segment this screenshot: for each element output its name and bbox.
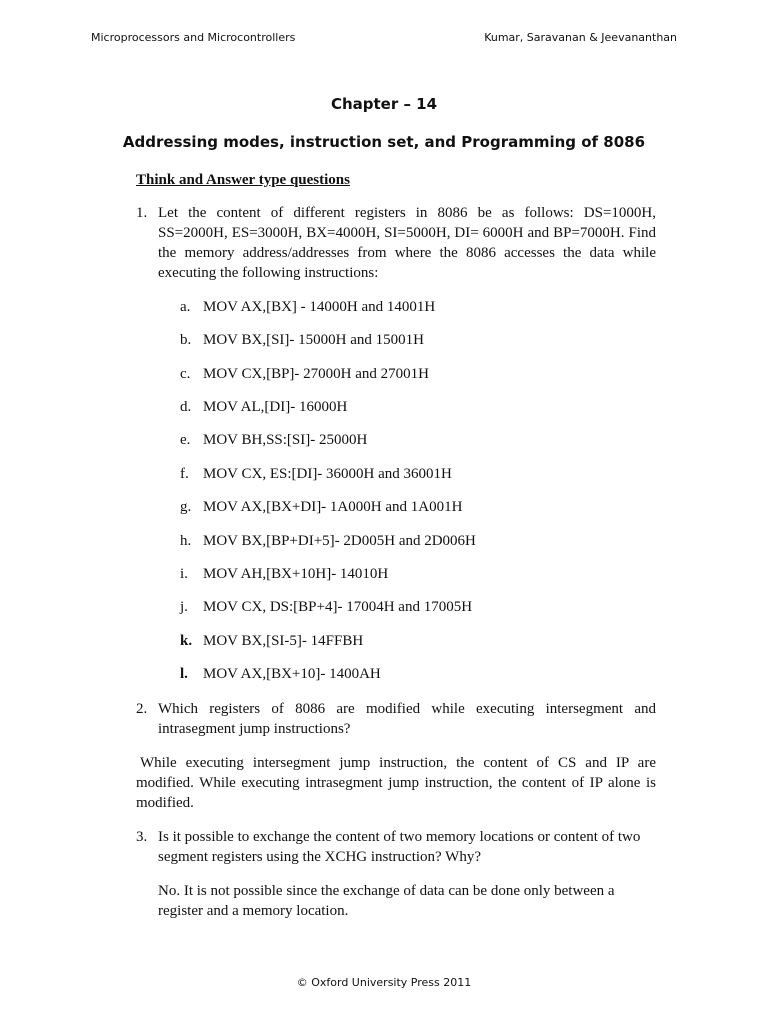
running-header-book-title: Microprocessors and Microcontrollers [91,31,296,44]
list-item-letter: h. [180,533,192,549]
list-item-text: MOV CX,[BP]- 27000H and 27001H [203,366,429,382]
list-item-text: MOV AX,[BX] - 14000H and 14001H [203,299,436,315]
list-item [180,497,462,517]
list-item-letter: j. [180,599,188,615]
running-header-authors: Kumar, Saravanan & Jeevananthan [484,31,677,44]
question-number: 3. [136,829,148,845]
list-item [180,330,424,350]
list-item-letter: c. [180,366,191,382]
list-item [180,631,363,651]
list-item-letter: l. [180,666,188,682]
list-item [180,464,452,484]
question-text: Which registers of 8086 are modified while executing intersegment and intrasegment jump instructions? [158,701,656,737]
question-number: 2. [136,701,148,717]
list-item-letter: e. [180,432,191,448]
question-text: Is it possible to exchange the content of two memory locations or content of two segment registers using the XCHG instruction? Why? [158,829,641,865]
list-item-letter: k. [180,633,193,649]
list-item [180,297,435,317]
list-item-text: MOV AL,[DI]- 16000H [203,399,348,415]
section-heading: Think and Answer type questions [136,172,350,188]
list-item-text: MOV BX,[SI]- 15000H and 15001H [203,332,424,348]
list-item-letter: f. [180,466,189,482]
list-item-letter: d. [180,399,192,415]
list-item-letter: g. [180,499,192,515]
list-item-text: MOV CX, ES:[DI]- 36000H and 36001H [203,466,452,482]
list-item-text: MOV BX,[SI-5]- 14FFBH [203,633,364,649]
list-item-text: MOV AX,[BX+10]- 1400AH [203,666,381,682]
list-item [180,597,472,617]
chapter-title: Chapter – 14 [330,95,438,113]
question-3 [136,827,656,867]
question-2 [136,699,656,739]
chapter-subtitle: Addressing modes, instruction set, and Programming of 8086 [122,133,646,151]
list-item [180,664,381,684]
list-item-letter: a. [180,299,191,315]
list-item [180,430,367,450]
question-text: Let the content of different registers in 8086 be as follows: DS=1000H, SS=2000H, ES=3000H, BX=4000H, SI=5000H, DI= 6000H and BP=7000H. Find the memory address/addresses from where the 8086 accesses the data while executing the following instructions: [158,205,656,281]
list-item-letter: b. [180,332,192,348]
list-item-text: MOV AH,[BX+10H]- 14010H [203,566,389,582]
answer-2: While executing intersegment jump instruction, the content of CS and IP are modified. While executing intrasegment jump instruction, the content of IP alone is modified. [136,755,656,811]
list-item [180,564,388,584]
list-item [180,531,476,551]
list-item-text: MOV CX, DS:[BP+4]- 17004H and 17005H [203,599,473,615]
question-1 [136,203,656,283]
list-item [180,364,429,384]
list-item-letter: i. [180,566,188,582]
list-item-text: MOV BH,SS:[SI]- 25000H [203,432,368,448]
question-number: 1. [136,205,148,221]
answer-3: No. It is not possible since the exchange of data can be done only between a register and a memory location. [158,883,615,919]
list-item [180,397,347,417]
list-item-text: MOV BX,[BP+DI+5]- 2D005H and 2D006H [203,533,476,549]
page-footer-copyright: © Oxford University Press 2011 [296,976,472,989]
list-item-text: MOV AX,[BX+DI]- 1A000H and 1A001H [203,499,463,515]
